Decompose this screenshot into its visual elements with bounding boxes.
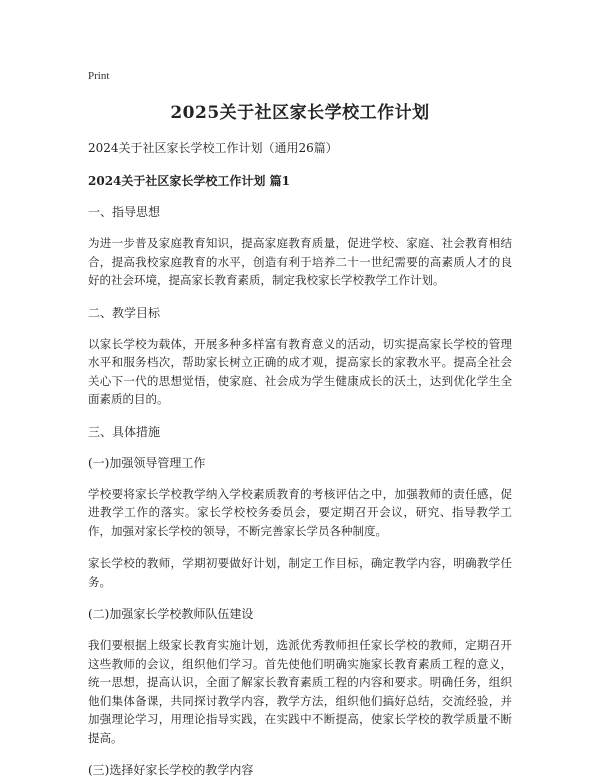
heading-guiding-ideology: 一、指导思想 bbox=[88, 205, 161, 219]
paragraph-teaching-goals: 以家长学校为载体，开展多种多样富有教育意义的活动，切实提高家长学校的管理水平和服务档次，帮助家长树立正确的成才观，提高家长的家教水平。提高全社会关心下一代的思想觉悟，使家庭、社会成为学生健康成长的沃土，达到优化学生全面素质的目的。 bbox=[88, 336, 512, 406]
section-title: 2024关于社区家长学校工作计划 篇1 bbox=[88, 174, 290, 188]
paragraph-guiding-ideology: 为进一步普及家庭教育知识，提高家庭教育质量，促进学校、家庭、社会教育相结合，提高我校家庭教育的水平，创造有利于培养二十一世纪需要的高素质人才的良好的社会环境，提高家长教育素质，制定我校家长学校教学工作计划。 bbox=[88, 236, 512, 287]
print-label[interactable]: Print bbox=[88, 70, 110, 82]
paragraph-teacher-planning: 家长学校的教师，学期初要做好计划，制定工作目标，确定教学内容，明确教学任务。 bbox=[88, 556, 512, 589]
paragraph-leadership-management: 学校要将家长学校教学纳入学校素质教育的考核评估之中，加强教师的责任感，促进教学工作的落实。家长学校校务委员会，要定期召开会议，研究、指导教学工作，加强对家长学校的领导，不断完善家长学员各种制度。 bbox=[88, 486, 512, 538]
heading-teaching-goals: 二、教学目标 bbox=[88, 305, 161, 320]
paragraph-teacher-team: 我们要根据上级家长教育实施计划，选派优秀教师担任家长学校的教师，定期召开这些教师的会议，组织他们学习。首先使他们明确实施家长教育素质工程的意义，统一思想，提高认识，全面了解家长教育素质工程的内容和要求。明确任务，组织他们集体备课，共同探讨教学内容，教学方法，组织他们搞好总结，交流经验，并加强理论学习，用理论指导实践，在实践中不断提高，使家长学校的教学质量不断提高。 bbox=[88, 638, 512, 745]
page-title: 2025关于社区家长学校工作计划 bbox=[170, 103, 430, 123]
heading-teaching-content: (三)选择好家长学校的教学内容 bbox=[88, 763, 254, 777]
heading-teacher-team: (二)加强家长学校教师队伍建设 bbox=[88, 607, 254, 621]
heading-leadership-management: (一)加强领导管理工作 bbox=[88, 455, 206, 470]
document-subtitle: 2024关于社区家长学校工作计划（通用26篇） bbox=[88, 141, 338, 155]
heading-specific-measures: 三、具体措施 bbox=[88, 424, 161, 439]
